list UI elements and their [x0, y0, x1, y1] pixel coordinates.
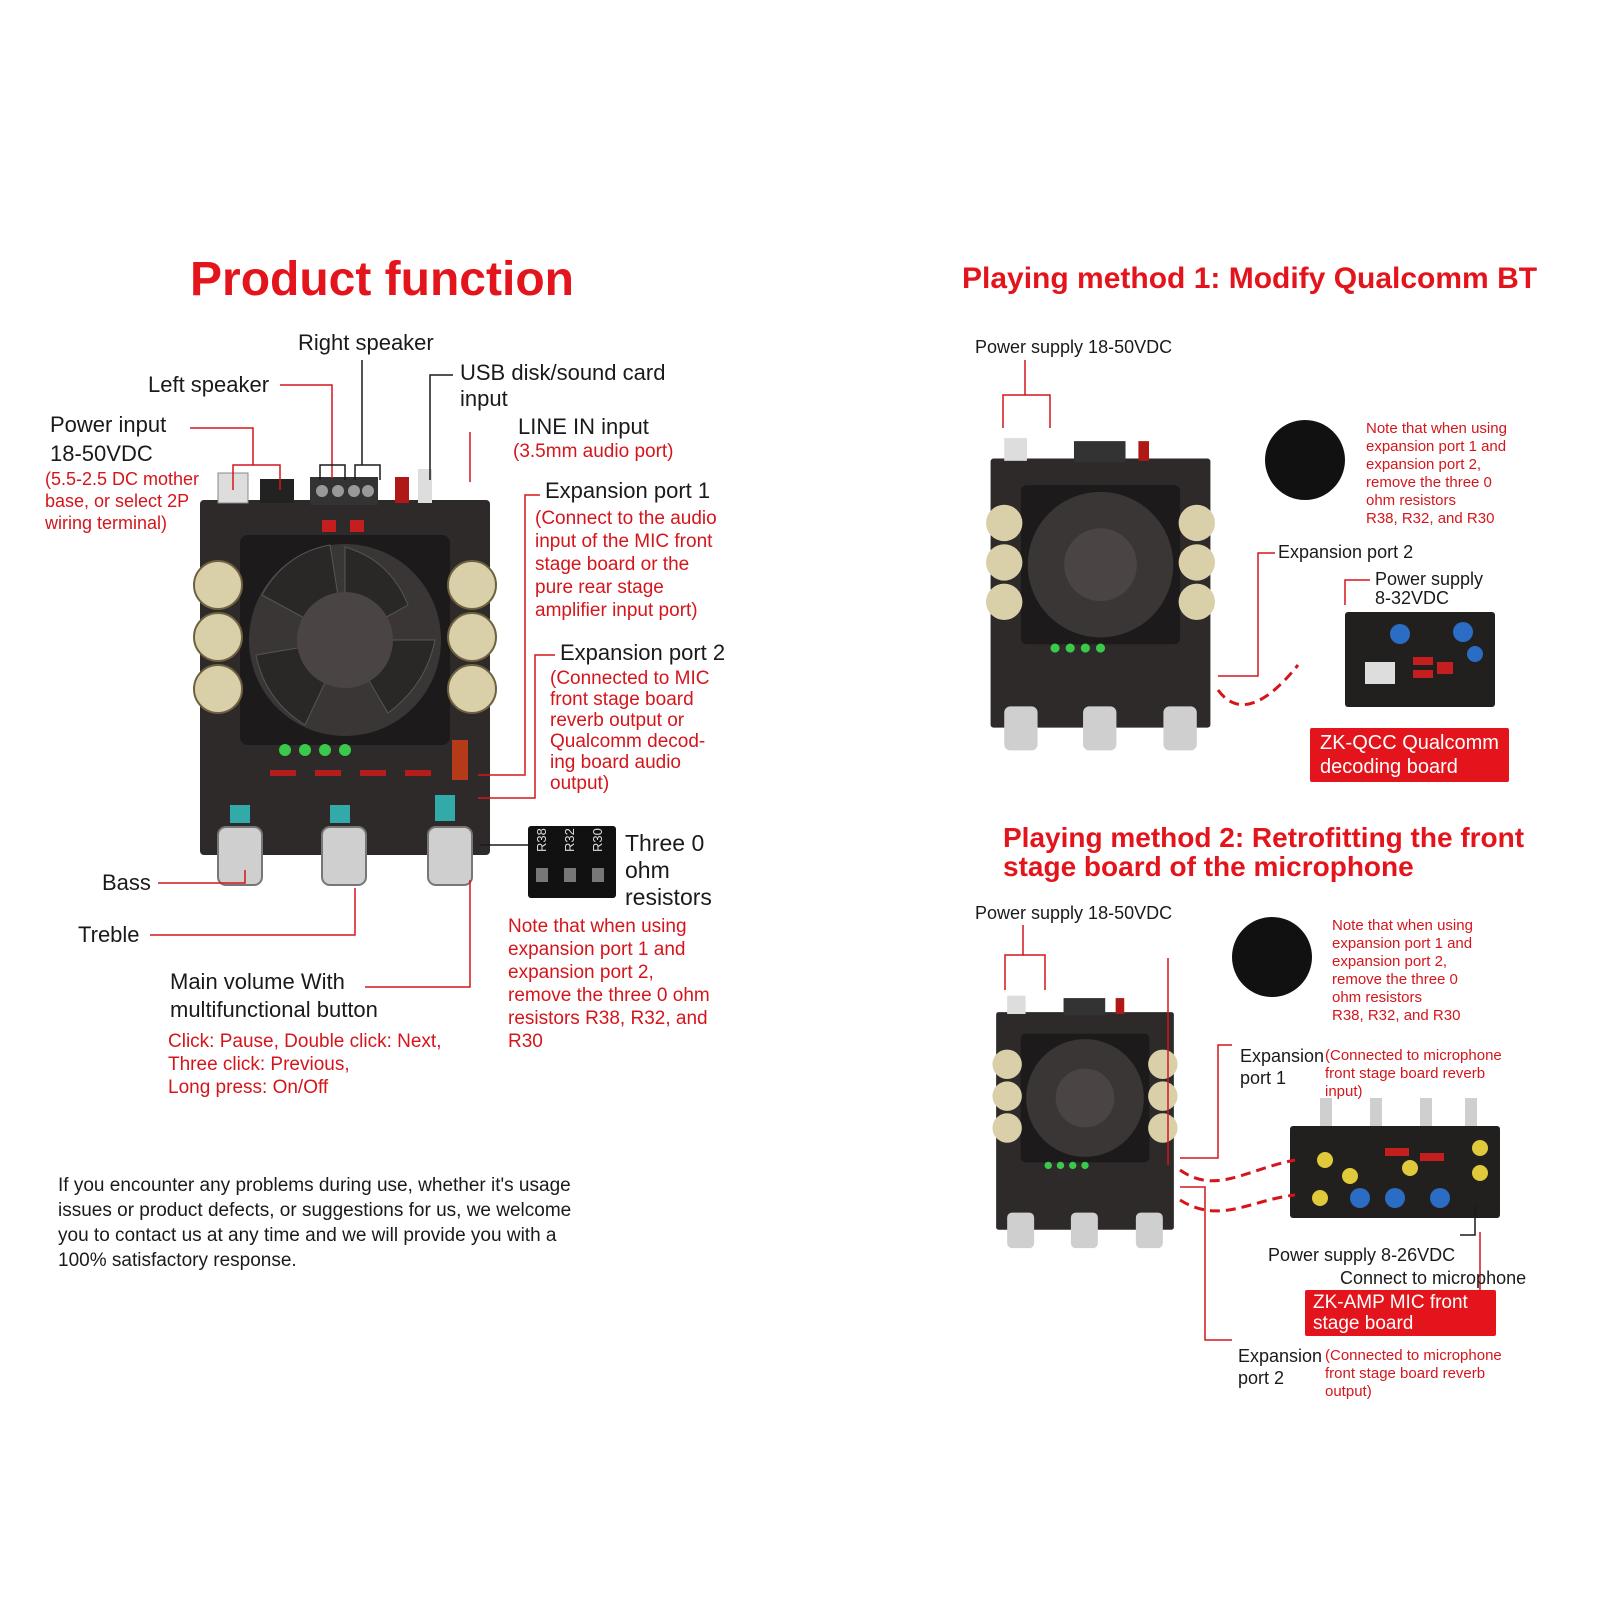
method-2-note: Note that when using expansion port 1 and expansion port 2, remove the three 0 ohm resistors R38, R32, and R30: [1332, 917, 1473, 1024]
method-2-connect-mic: Connect to microphone: [1340, 1268, 1527, 1288]
resistor-r32: R32: [562, 828, 577, 852]
expansion-port-1-label: Expansion port 1: [545, 478, 711, 503]
resistor-note: Note that when using expansion port 1 and expansion port 2, remove the three 0 ohm resistors R38, R32, and R30: [508, 916, 710, 1052]
treble-label: Treble: [78, 922, 140, 947]
button-functions-note: Click: Pause, Double click: Next, Three click: Previous, Long press: On/Off: [168, 1031, 442, 1098]
method-2-title: Playing method 2: Retrofitting the front stage board of the microphone: [1003, 822, 1525, 882]
expansion-port-2-label: Expansion port 2: [560, 640, 726, 665]
method-2-power-small: Power supply 8-26VDC: [1268, 1245, 1456, 1265]
usb-input-label: USB disk/sound card input: [460, 360, 666, 411]
product-function-title: Product function: [190, 253, 574, 306]
method-1-note: Note that when using expansion port 1 and expansion port 2, remove the three 0 ohm resistors R38, R32, and R30: [1366, 420, 1507, 527]
method-2-expansion-port-1: Expansion port 1: [1240, 1046, 1325, 1088]
right-speaker-label: Right speaker: [298, 330, 434, 355]
three-ohm-label: Three 0 ohm resistors: [625, 830, 712, 910]
method-2-mic-box: ZK-AMP MIC front stage board: [1305, 1290, 1496, 1336]
line-in-label: LINE IN input: [518, 414, 649, 439]
method-2-power-supply: Power supply 18-50VDC: [975, 903, 1173, 923]
main-volume-label: Main volume With multifunctional button: [170, 969, 378, 1022]
line-in-note: (3.5mm audio port): [513, 441, 674, 462]
method-2-expansion-port-2: Expansion port 2: [1238, 1346, 1323, 1388]
method-1-power-small: Power supply 8-32VDC: [1375, 569, 1484, 608]
resistor-r38: R38: [534, 828, 549, 852]
resistor-r30: R30: [590, 828, 605, 852]
power-input-label: Power input 18-50VDC: [50, 412, 167, 466]
contact-paragraph: If you encounter any problems during use, whether it's usage issues or product defects, or suggestions for us, we welcome you to contact us at any time and we will provide you with a 100% satisfactory response.: [58, 1175, 572, 1271]
method-2-expansion-port-2-note: (Connected to microphone front stage board reverb output): [1325, 1347, 1502, 1400]
bass-label: Bass: [102, 870, 151, 895]
left-speaker-label: Left speaker: [148, 372, 270, 397]
method-1-qcc-box: ZK-QCC Qualcomm decoding board: [1310, 728, 1509, 782]
method-2-expansion-port-1-note: (Connected to microphone front stage board reverb input): [1325, 1047, 1502, 1100]
power-input-note: (5.5-2.5 DC mother base, or select 2P wiring terminal): [45, 469, 200, 533]
method-1-expansion-port-2: Expansion port 2: [1278, 542, 1414, 562]
method-1-title: Playing method 1: Modify Qualcomm BT: [962, 262, 1538, 295]
expansion-port-1-note: (Connect to the audio input of the MIC front stage board or the pure rear stage amplifier input port): [535, 508, 717, 621]
method-1-power-supply: Power supply 18-50VDC: [975, 337, 1173, 357]
expansion-port-2-note: (Connected to MIC front stage board reverb output or Qualcomm decod- ing board audio output): [550, 668, 710, 794]
